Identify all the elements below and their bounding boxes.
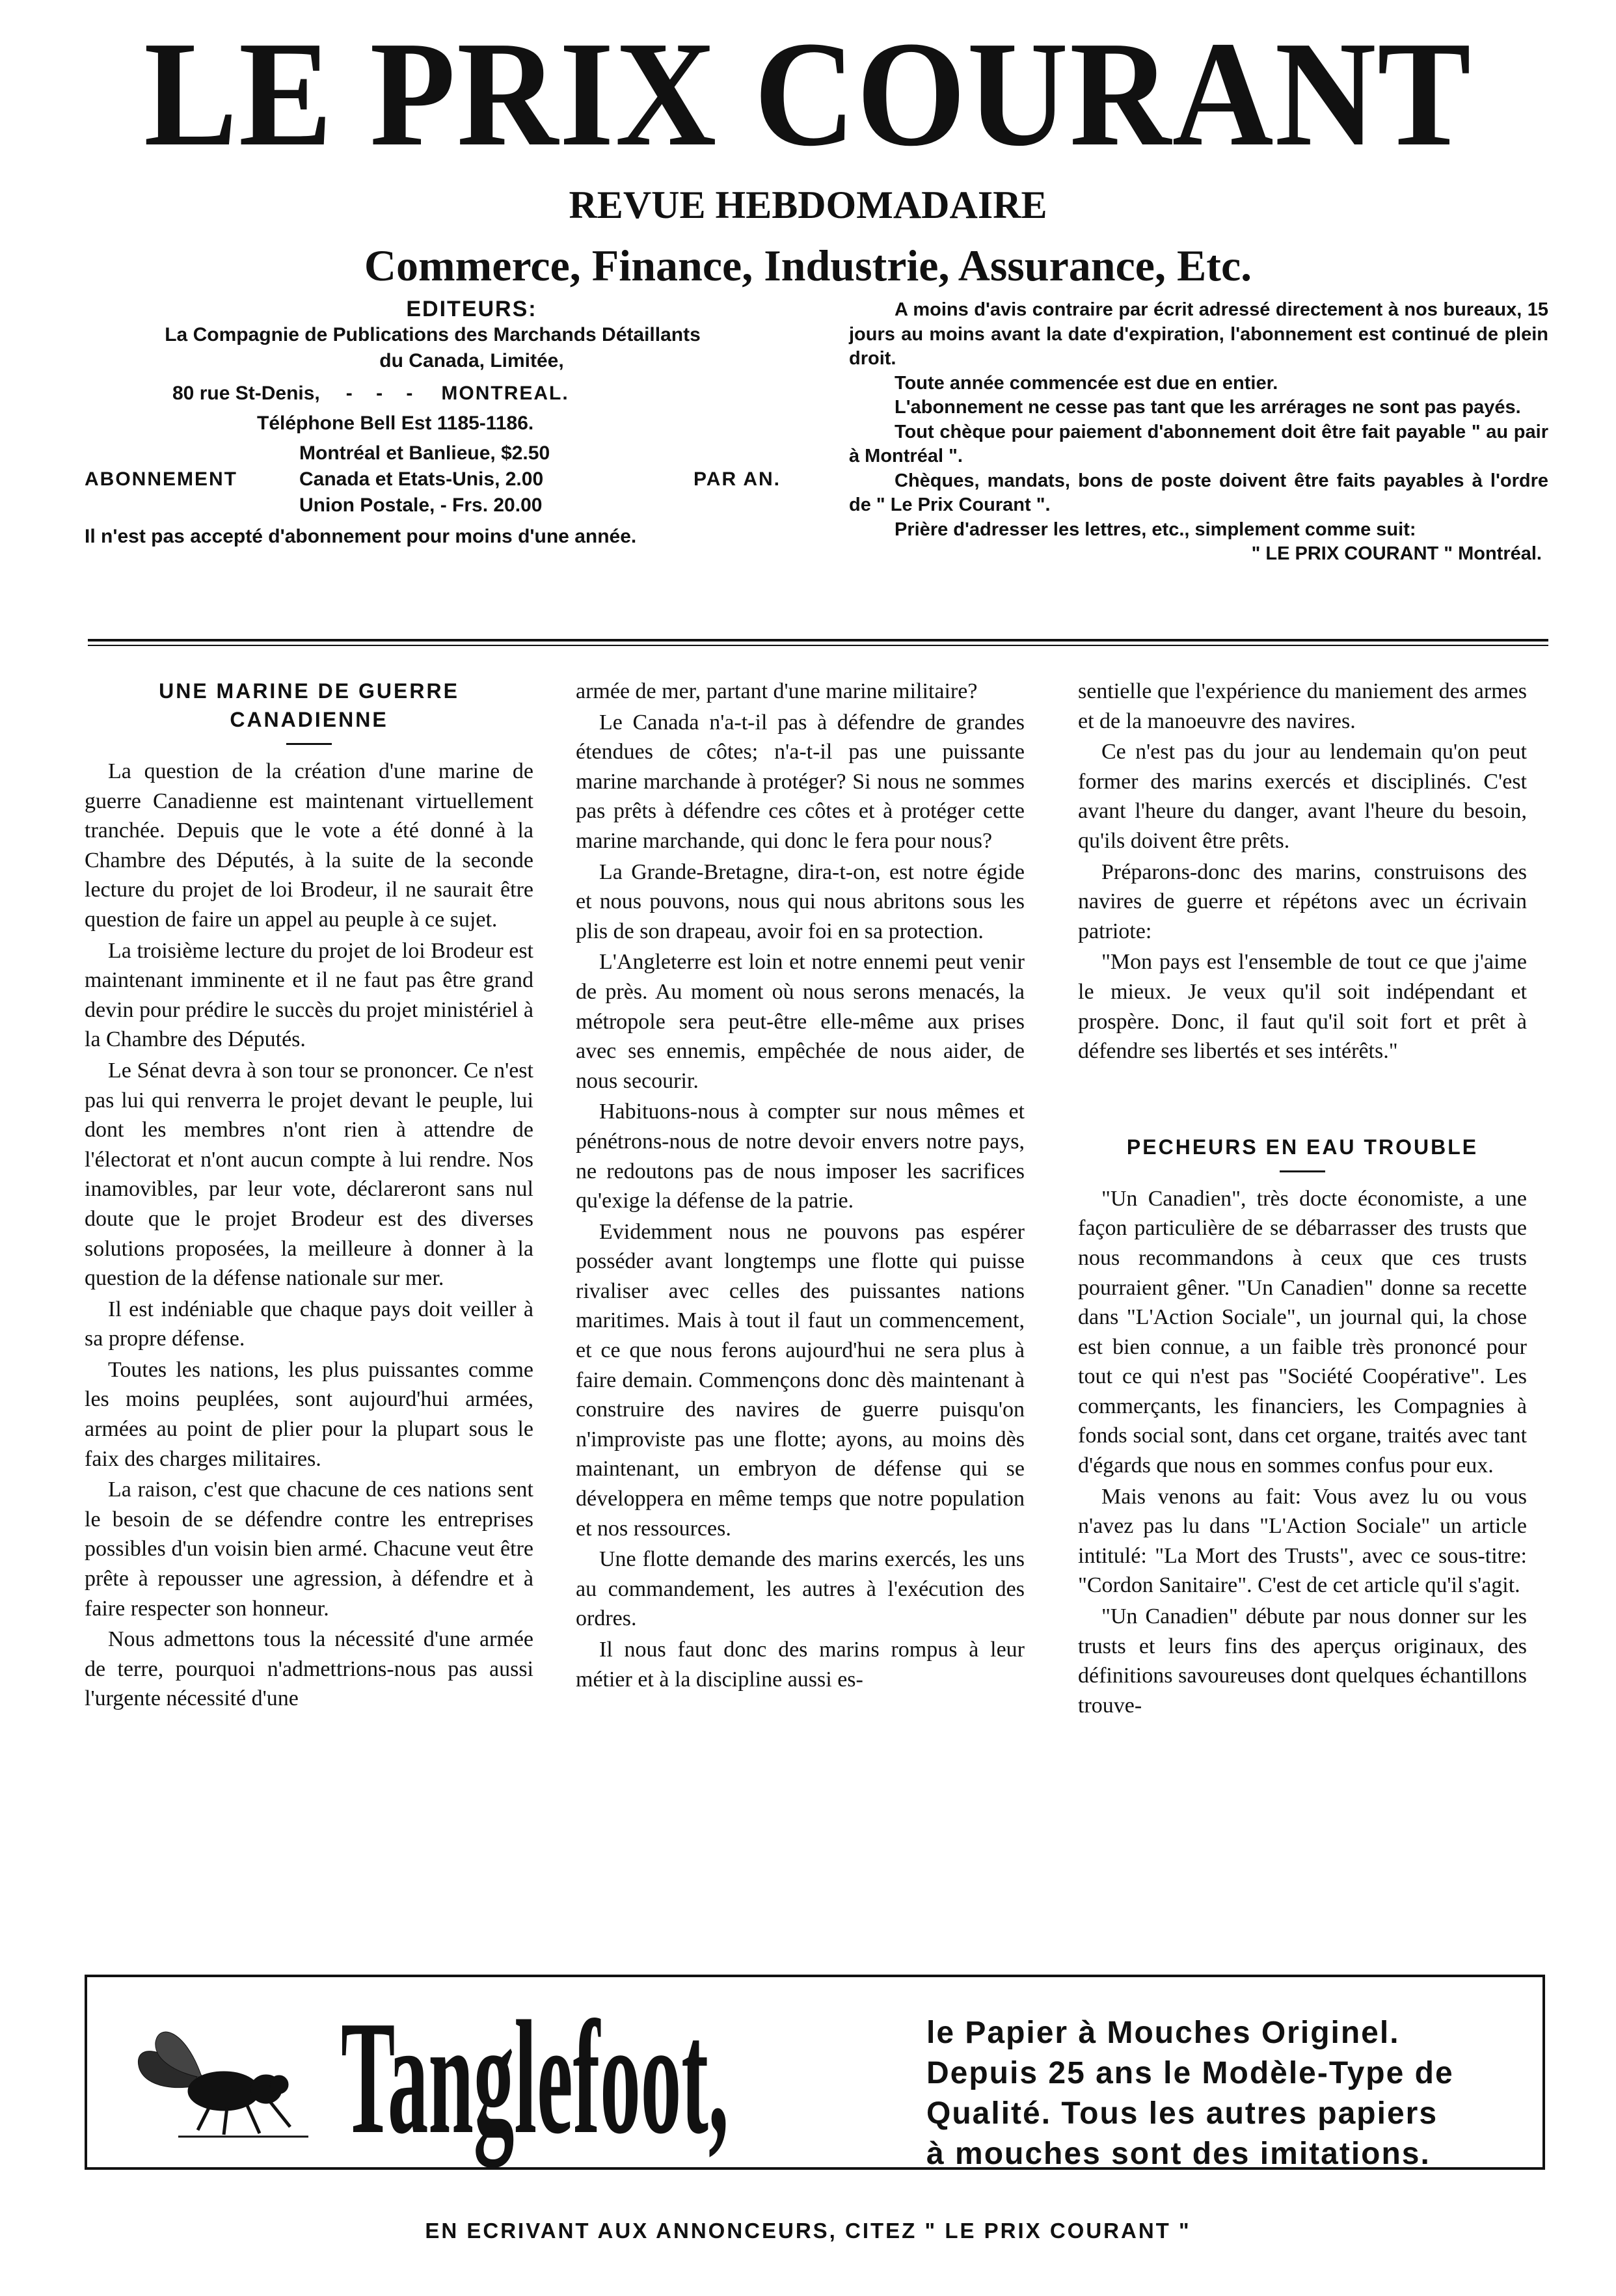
brand-name: Tanglefoot, bbox=[341, 1988, 729, 2168]
company-line-1: La Compagnie de Publications des Marchands Détaillants bbox=[165, 324, 701, 345]
article-paragraph: Habituons-nous à compter sur nous mêmes et pénétrons-nous de notre devoir envers notre pays, ne redoutons pas de nous imposer les sacrifices qu'exige la défense de la patrie. bbox=[576, 1100, 1025, 1213]
notice-paragraph: Toute année commencée est due en entier. bbox=[895, 372, 1278, 394]
column-2 bbox=[576, 677, 1025, 1695]
notice-paragraph: Prière d'adresser les lettres, etc., simplement comme suit: bbox=[895, 519, 1416, 540]
masthead bbox=[0, 10, 1616, 291]
article-paragraph: Ce n'est pas du jour au lendemain qu'on peut former des marins exercés et disciplinés. C'est avant l'heure du danger, avant l'heure du besoin, qu'ils doivent être prêts. bbox=[1078, 740, 1527, 853]
subscription-notices bbox=[849, 298, 1548, 567]
subscription-rates bbox=[85, 440, 781, 519]
article-headline: UNE MARINE DE GUERRE CANADIENNE bbox=[159, 679, 459, 731]
headline-rule bbox=[286, 743, 332, 745]
newspaper-tagline: Commerce, Finance, Industrie, Assurance, Etc. bbox=[364, 241, 1252, 290]
article-paragraph: Nous admettons tous la nécessité d'une armée de terre, pourquoi n'admettrions-nous pas aussi l'urgente nécessité d'une bbox=[85, 1627, 533, 1711]
rate-lines bbox=[299, 440, 664, 519]
address-line bbox=[172, 381, 781, 407]
editors-block bbox=[85, 296, 781, 550]
article-paragraph: sentielle que l'expérience du maniement des armes et de la manoeuvre des navires. bbox=[1078, 679, 1527, 733]
article-paragraph: La troisième lecture du projet de loi Brodeur est maintenant imminente et il ne faut pas être grand devin pour prédire le succès du projet ministériel à la Chambre des Députés. bbox=[85, 938, 533, 1052]
address-street: 80 rue St-Denis, bbox=[172, 383, 320, 404]
tanglefoot-advertisement bbox=[85, 1975, 1545, 2170]
ad-line: Qualité. Tous les autres papiers bbox=[926, 2096, 1438, 2131]
article-gap bbox=[1078, 1068, 1527, 1133]
column-1 bbox=[85, 677, 533, 1715]
article-paragraph: Il nous faut donc des marins rompus à leur métier et à la discipline aussi es- bbox=[576, 1638, 1025, 1692]
article-paragraph: Préparons-donc des marins, construisons des navires de guerre et répétons avec un écrivain patriote: bbox=[1078, 859, 1527, 943]
article-paragraph: "Mon pays est l'ensemble de tout ce que j'aime le mieux. Je veux qu'il soit indépendant et prospère. Donc, il faut qu'il soit fort et prêt à défendre ses libertés et ses intérêts." bbox=[1078, 950, 1527, 1064]
address-city: MONTREAL. bbox=[441, 383, 569, 404]
newspaper-subtitle: REVUE HEBDOMADAIRE bbox=[569, 183, 1047, 226]
notice-paragraph: Chèques, mandats, bons de poste doivent être faits payables à l'ordre de " Le Prix Courant ". bbox=[849, 470, 1548, 515]
ad-line: Depuis 25 ans le Modèle-Type de bbox=[926, 2056, 1454, 2090]
article-paragraph: La raison, c'est que chacune de ces nations sent le besoin de se défendre contre les entreprises possibles d'un voisin bien armé. Chacune veut être prête à repousser une agression, à défendre et à faire respecter son honneur. bbox=[85, 1478, 533, 1621]
ad-line: le Papier à Mouches Originel. bbox=[926, 2016, 1400, 2050]
article-paragraph: La question de la création d'une marine de guerre Canadienne est maintenant virtuellement tranchée. Depuis que le vote a été donné à la Chambre des Députés, à la suite de la seconde lecture du projet de loi Brodeur, il ne saurait être question de faire un appel au peuple à ce sujet. bbox=[85, 759, 533, 932]
company-line-2: du Canada, Limitée, bbox=[379, 350, 564, 371]
article-paragraph: "Un Canadien" débute par nous donner sur les trusts et leurs fins des aperçus originaux, des définitions savoureuses dont quelques échantillons trouve- bbox=[1078, 1604, 1527, 1718]
header-divider-thin bbox=[88, 645, 1548, 646]
editors-heading: EDITEURS: bbox=[406, 297, 537, 321]
rate-line: Montréal et Banlieue, $2.50 bbox=[299, 442, 550, 464]
notice-paragraph: A moins d'avis contraire par écrit adressé directement à nos bureaux, 15 jours au moins avant la date d'expiration, l'abonnement est continué de plein droit. bbox=[849, 299, 1548, 369]
article-paragraph: Toutes les nations, les plus puissantes comme les moins peuplées, sont aujourd'hui armées, armées au point de plier pour la plupart sous le faix des charges militaires. bbox=[85, 1357, 533, 1471]
column-3 bbox=[1078, 677, 1527, 1722]
notice-paragraph: Tout chèque pour paiement d'abonnement doit être fait payable " au pair à Montréal ". bbox=[849, 421, 1548, 466]
article-paragraph: Le Sénat devra à son tour se prononcer. Ce n'est pas lui qui renverra le projet devant le peuple, lui dont les membres n'ont rien à attendre de l'électorat et n'ont aucun compte à lui rendre. Nos inamovibles, par leur vote, déclareront sans nul doute que le projet Brodeur est des diverses solutions proposées, la meilleure à donner à la question de la défense nationale sur mer. bbox=[85, 1058, 533, 1291]
phone-line: Téléphone Bell Est 1185-1186. bbox=[257, 412, 534, 434]
article-paragraph: Evidemment nous ne pouvons pas espérer posséder avant longtemps une flotte qui puisse rivaliser avec celles des puissantes nations maritimes. Mais à tout il faut un commencement, et ce que nous ferons aujourd'hui ne sera plus à faire demain. Commençons donc dès maintenant à construire des navires de guerre puisqu'on n'improviste pas une flotte; ayons, au moins dès maintenant, un embryon de défense qui se développera en même temps que notre population et nos ressources. bbox=[576, 1219, 1025, 1541]
article-paragraph: Le Canada n'a-t-il pas à défendre de grandes étendues de côtes; n'a-t-il pas une puissante marine marchande à protéger? Si nous ne sommes pas prêts à défendre ces côtes et à protéger cette marine marchande, qui donc le fera pour nous? bbox=[576, 710, 1025, 853]
notice-paragraph: L'abonnement ne cesse pas tant que les arrérages ne sont pas payés. bbox=[895, 397, 1521, 418]
minimum-subscription-note: Il n'est pas accepté d'abonnement pour moins d'une année. bbox=[85, 526, 637, 547]
address-dashes: - - - bbox=[345, 383, 422, 404]
article-paragraph: Mais venons au fait: Vous avez lu ou vous n'avez pas lu dans "L'Action Sociale" un article intitulé: "La Mort des Trusts", avec ce sous-titre: "Cordon Sanitaire". C'est de cet article qu'il s'agit. bbox=[1078, 1484, 1527, 1598]
ad-line: à mouches sont des imitations. bbox=[926, 2137, 1431, 2171]
article-paragraph: Il est indéniable que chaque pays doit veiller à sa propre défense. bbox=[85, 1297, 533, 1351]
rate-line: Union Postale, - Frs. 20.00 bbox=[299, 494, 543, 516]
rate-line: Canada et Etats-Unis, 2.00 bbox=[299, 468, 544, 490]
article-paragraph: L'Angleterre est loin et notre ennemi peut venir de près. Au moment où nous serons menacés, la métropole sera peut-être elle-même aux prises avec ses ennemis, empêchée de nous aider, de nous secourir. bbox=[576, 950, 1025, 1093]
article-paragraph: La Grande-Bretagne, dira-t-on, est notre égide et nous pouvons, nous qui nous abritons sous les plis de son drapeau, avoir foi en sa protection. bbox=[576, 859, 1025, 943]
header-divider-thick bbox=[88, 639, 1548, 642]
newspaper-title: LE PRIX COURANT bbox=[144, 10, 1472, 178]
footer-note: EN ECRIVANT AUX ANNONCEURS, CITEZ " LE PRIX COURANT " bbox=[425, 2219, 1191, 2243]
ad-copy bbox=[926, 2013, 1577, 2174]
article-paragraph: "Un Canadien", très docte économiste, a une façon particulière de se débarrasser des trusts que nous recommandons à ceux que ces trusts pourraient gêner. "Un Canadien" donne sa recette dans "L'Action Sociale", un journal qui, la chose est bien connue, a un faible très prononcé pour tout ce qui n'est pas "Société Coopérative". Les commerçants, les financiers, les Compagnies à fonds social sont, dans cet organe, traités avec tant d'égards que nous en sommes confus pour eux. bbox=[1078, 1186, 1527, 1478]
subscription-label: ABONNEMENT bbox=[85, 468, 237, 490]
headline-rule bbox=[1280, 1170, 1325, 1172]
article-headline: PECHEURS EN EAU TROUBLE bbox=[1126, 1135, 1479, 1159]
per-year-label: PAR AN. bbox=[694, 468, 781, 490]
fly-icon bbox=[120, 2016, 321, 2146]
address-signature: " LE PRIX COURANT " Montréal. bbox=[1251, 543, 1542, 564]
article-paragraph: Une flotte demande des marins exercés, les uns au commandement, les autres à l'exécution des ordres. bbox=[576, 1547, 1025, 1631]
article-paragraph: armée de mer, partant d'une marine militaire? bbox=[576, 679, 978, 703]
